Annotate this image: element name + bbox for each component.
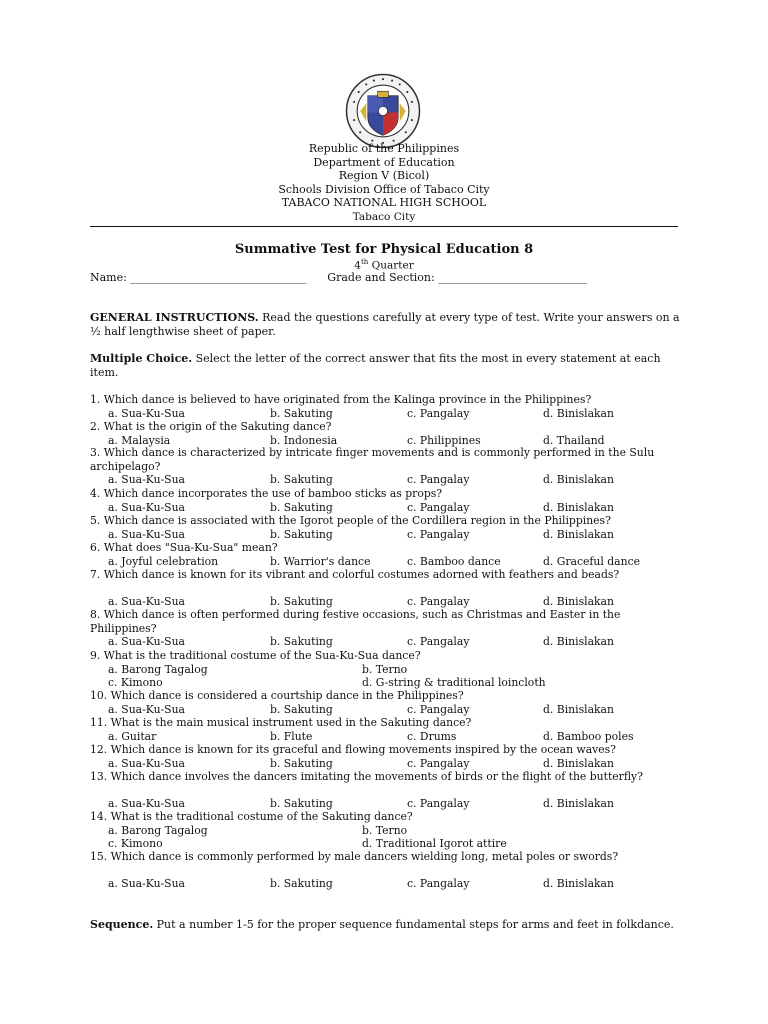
sequence-instructions — [90, 918, 680, 932]
question-14-option-c: c. Kimono — [108, 837, 163, 850]
question-5-option-b: b. Sakuting — [270, 527, 333, 541]
question-11: 11. What is the main musical instrument used in the Sakuting dance? — [90, 716, 472, 729]
question-6-option-b: b. Warrior's dance — [270, 554, 371, 568]
question-1: 1. Which dance is believed to have originated from the Kalinga province in the Philippines? — [90, 393, 592, 406]
sequence-text: Put a number 1-5 for the proper sequence fundamental steps for arms and feet in folkdance. — [153, 918, 674, 931]
question-10-option-b: b. Sakuting — [270, 702, 333, 716]
question-15-option-d: d. Binislakan — [543, 877, 614, 890]
question-10-option-d: d. Binislakan — [543, 702, 614, 716]
question-4-option-b: b. Sakuting — [270, 500, 333, 514]
question-13-option-b: b. Sakuting — [270, 797, 333, 810]
multiple-choice-text: Select the letter of the correct answer that fits the most in every statement at each item. — [90, 352, 661, 379]
quarter-text: Quarter — [368, 259, 414, 272]
question-14-option-d: d. Traditional Igorot attire — [362, 837, 507, 850]
header-city: Tabaco City — [352, 211, 416, 223]
question-10-option-c: c. Pangalay — [407, 702, 470, 716]
question-15-option-a: a. Sua-Ku-Sua — [108, 877, 185, 890]
question-13-option-c: c. Pangalay — [407, 797, 470, 810]
question-10-option-a: a. Sua-Ku-Sua — [108, 702, 185, 716]
question-3-option-c: c. Pangalay — [407, 473, 470, 486]
question-12-option-b: b. Sakuting — [270, 756, 333, 770]
question-5-option-d: d. Binislakan — [543, 527, 614, 541]
question-8: 8. Which dance is often performed during festive occasions, such as Christmas and Easter in the Philippines? — [90, 608, 621, 635]
test-title: Summative Test for Physical Education 8 — [234, 242, 534, 257]
question-9-option-a: a. Barong Tagalog — [108, 662, 208, 676]
question-12: 12. Which dance is known for its graceful and flowing movements inspired by the ocean waves? — [90, 743, 616, 756]
question-15-option-c: c. Pangalay — [407, 877, 470, 890]
quarter-label — [0, 258, 768, 272]
question-13-option-a: a. Sua-Ku-Sua — [108, 797, 185, 810]
question-2-option-c: c. Philippines — [407, 433, 481, 447]
general-instructions-text: Read the questions carefully at every type of test. Write your answers on a ½ half lengthwise sheet of paper. — [90, 311, 680, 338]
question-7-option-d: d. Binislakan — [543, 595, 614, 608]
question-3-option-a: a. Sua-Ku-Sua — [108, 473, 185, 486]
question-12-option-c: c. Pangalay — [407, 756, 470, 770]
question-2: 2. What is the origin of the Sakuting dance? — [90, 420, 332, 433]
question-13-option-d: d. Binislakan — [543, 797, 614, 810]
question-5-option-c: c. Pangalay — [407, 527, 470, 541]
header-region: Region V (Bicol) — [338, 169, 430, 182]
sequence-label: Sequence. — [90, 918, 154, 931]
question-1-option-a: a. Sua-Ku-Sua — [108, 406, 185, 420]
question-2-option-d: d. Thailand — [543, 433, 605, 447]
question-3-option-b: b. Sakuting — [270, 473, 333, 486]
question-5-option-a: a. Sua-Ku-Sua — [108, 527, 185, 541]
quarter-number: 4 — [354, 259, 361, 272]
question-2-option-b: b. Indonesia — [270, 433, 338, 447]
header-school-name: TABACO NATIONAL HIGH SCHOOL — [281, 196, 487, 209]
question-8-option-d: d. Binislakan — [543, 635, 614, 648]
question-8-option-c: c. Pangalay — [407, 635, 470, 648]
question-14-option-a: a. Barong Tagalog — [108, 823, 208, 837]
question-4: 4. Which dance incorporates the use of bamboo sticks as props? — [90, 487, 443, 500]
question-4-option-d: d. Binislakan — [543, 500, 614, 514]
question-9-option-d: d. G-string & traditional loincloth — [362, 676, 546, 689]
question-6-option-d: d. Graceful dance — [543, 554, 641, 568]
question-13: 13. Which dance involves the dancers imitating the movements of birds or the flight of the butterfly? — [90, 770, 643, 783]
question-7-option-a: a. Sua-Ku-Sua — [108, 595, 185, 608]
question-7: 7. Which dance is known for its vibrant and colorful costumes adorned with feathers and beads? — [90, 568, 620, 581]
question-1-option-d: d. Binislakan — [543, 406, 614, 420]
multiple-choice-label: Multiple Choice. — [90, 352, 193, 365]
question-11-option-b: b. Flute — [270, 729, 313, 743]
question-9-option-c: c. Kimono — [108, 676, 163, 689]
question-9-option-b: b. Terno — [362, 662, 408, 676]
question-6-option-a: a. Joyful celebration — [108, 554, 219, 568]
question-7-option-b: b. Sakuting — [270, 595, 333, 608]
multiple-choice-instructions — [90, 352, 680, 379]
question-3: 3. Which dance is characterized by intricate finger movements and is commonly performed in the Sulu archipelago? — [90, 446, 655, 473]
general-instructions — [90, 311, 680, 338]
header-department: Department of Education — [313, 156, 455, 169]
deped-seal-icon — [345, 73, 421, 149]
header-divider — [90, 226, 678, 227]
quarter-suffix: th — [360, 258, 369, 266]
question-8-option-b: b. Sakuting — [270, 635, 333, 648]
general-instructions-label: GENERAL INSTRUCTIONS. — [90, 311, 259, 324]
question-4-option-c: c. Pangalay — [407, 500, 470, 514]
header-republic: Republic of the Philippines — [308, 142, 460, 155]
question-7-option-c: c. Pangalay — [407, 595, 470, 608]
question-12-option-a: a. Sua-Ku-Sua — [108, 756, 185, 770]
question-5: 5. Which dance is associated with the Igorot people of the Cordillera region in the Philippines? — [90, 514, 611, 527]
question-9: 9. What is the traditional costume of the Sua-Ku-Sua dance? — [90, 649, 421, 662]
question-8-option-a: a. Sua-Ku-Sua — [108, 635, 185, 648]
question-14: 14. What is the traditional costume of the Sakuting dance? — [90, 810, 413, 823]
question-12-option-d: d. Binislakan — [543, 756, 614, 770]
question-11-option-a: a. Guitar — [108, 729, 157, 743]
question-2-option-a: a. Malaysia — [108, 433, 171, 447]
header-division: Schools Division Office of Tabaco City — [278, 183, 490, 196]
question-10: 10. Which dance is considered a courtship dance in the Philippines? — [90, 689, 464, 702]
question-1-option-b: b. Sakuting — [270, 406, 333, 420]
name-grade-row: Name: ________________________________ Grade and Section: ___________________________ — [90, 271, 587, 284]
question-14-option-b: b. Terno — [362, 823, 408, 837]
question-11-option-d: d. Bamboo poles — [543, 729, 634, 743]
question-11-option-c: c. Drums — [407, 729, 457, 743]
question-1-option-c: c. Pangalay — [407, 406, 470, 420]
question-3-option-d: d. Binislakan — [543, 473, 614, 486]
question-15: 15. Which dance is commonly performed by male dancers wielding long, metal poles or swords? — [90, 850, 619, 863]
question-6-option-c: c. Bamboo dance — [407, 554, 501, 568]
question-4-option-a: a. Sua-Ku-Sua — [108, 500, 185, 514]
question-6: 6. What does "Sua-Ku-Sua" mean? — [90, 541, 278, 554]
question-15-option-b: b. Sakuting — [270, 877, 333, 890]
